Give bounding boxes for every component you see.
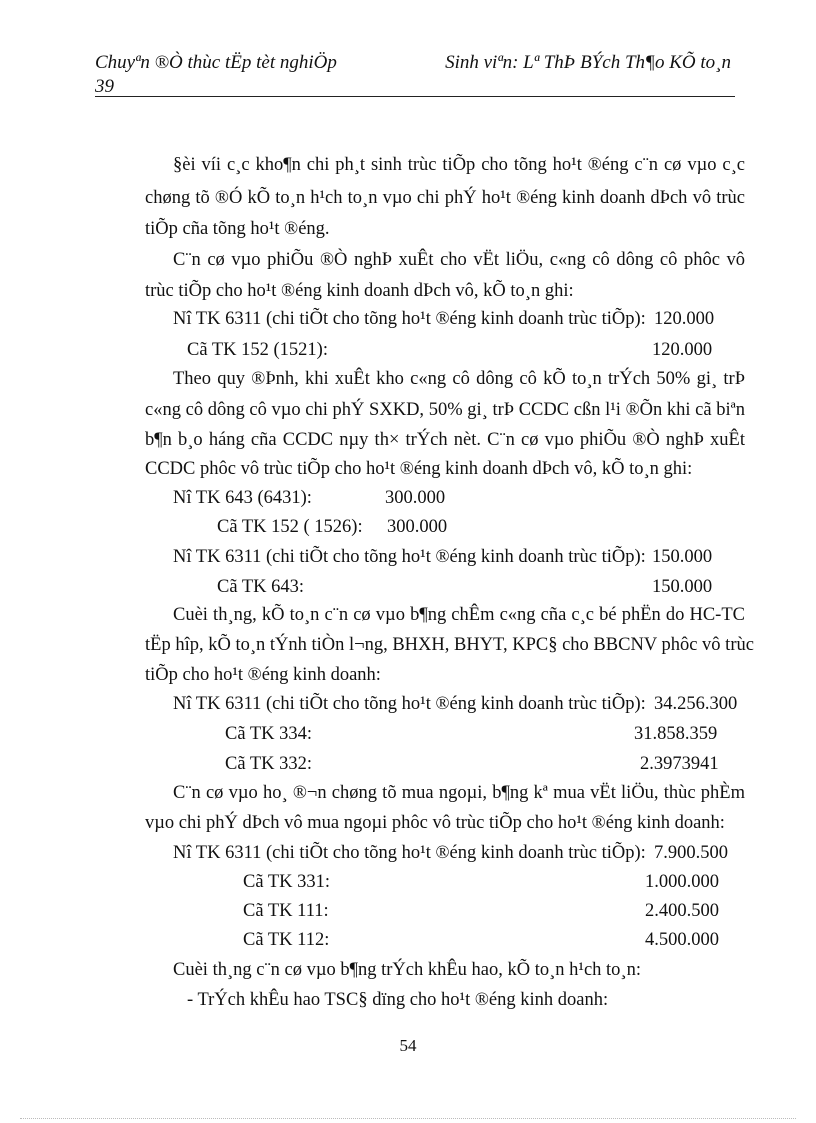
credit-entry: Cã TK 331: [243,872,331,892]
debit-entry: Nî TK 6311 (chi tiÕt cho tõng ho¹t ®éng kinh doanh trùc tiÕp): [173,309,646,329]
paragraph-line: Cuèi th¸ng, kÕ to¸n c¨n cø vµo b¶ng chÊm c«ng cña c¸c bé phËn do HC-TC [173,605,745,625]
header-number: 39 [95,76,114,97]
paragraph-line: tiÕp cho ho¹t ®éng kinh doanh: [145,665,381,685]
page-number: 54 [399,1036,417,1055]
header-author: Sinh viªn: Lª ThÞ BÝch Th¶o KÕ to¸n [445,52,731,73]
debit-amount: 300.000 [385,488,446,508]
header-title: Chuyªn ®Ò thùc tËp tèt nghiÖp [95,52,337,73]
paragraph-line: - TrÝch khÊu hao TSC§ dïng cho ho¹t ®éng kinh doanh: [187,990,609,1010]
paragraph-line: CCDC phôc vô trùc tiÕp cho ho¹t ®éng kinh doanh dÞch vô, kÕ to¸n ghi: [145,459,693,479]
debit-amount: 34.256.300 [654,694,738,714]
paragraph-line: chøng tõ ®Ó kÕ to¸n h¹ch to¸n vµo chi phÝ ho¹t ®éng kinh doanh dÞch vô trùc [145,188,745,208]
paragraph-line: tiÕp cña tõng ho¹t ®éng. [145,219,330,239]
page-bottom-divider [20,1118,796,1119]
debit-entry: Nî TK 6311 (chi tiÕt cho tõng ho¹t ®éng kinh doanh trùc tiÕp): [173,694,646,714]
debit-entry: Nî TK 6311 (chi tiÕt cho tõng ho¹t ®éng kinh doanh trùc tiÕp): [173,843,646,863]
credit-amount: 300.000 [387,517,448,537]
debit-amount: 7.900.500 [654,843,728,863]
header-divider [95,96,735,97]
credit-entry: Cã TK 334: [225,724,313,744]
debit-amount: 150.000 [652,547,713,567]
debit-entry: Nî TK 643 (6431): [173,488,312,508]
paragraph-line: trùc tiÕp cho ho¹t ®éng kinh doanh dÞch vô, kÕ to¸n ghi: [145,281,574,301]
debit-entry: Nî TK 6311 (chi tiÕt cho tõng ho¹t ®éng kinh doanh trùc tiÕp): [173,547,646,567]
credit-amount: 4.500.000 [645,930,719,950]
credit-entry: Cã TK 643: [217,577,305,597]
paragraph-line: c«ng cô dông cô vµo chi phÝ SXKD, 50% gi¸ trÞ CCDC cßn l¹i ®Õn khi cã biªn [145,400,745,420]
credit-amount: 2.400.500 [645,901,719,921]
paragraph-line: §èi víi c¸c kho¶n chi ph¸t sinh trùc tiÕp cho tõng ho¹t ®éng c¨n cø vµo c¸c [173,155,745,175]
credit-entry: Cã TK 332: [225,754,313,774]
credit-entry: Cã TK 152 (1521): [187,340,328,360]
credit-entry: Cã TK 111: [243,901,329,921]
credit-amount: 2.3973941 [640,754,719,774]
paragraph-line: C¨n cø vµo ho¸ ®¬n chøng tõ mua ngoµi, b¶ng kª mua vËt liÖu, thùc phÈm [173,783,745,803]
paragraph-line: b¶n b¸o háng cña CCDC nµy th× trÝch nèt. C¨n cø vµo phiÕu ®Ò nghÞ xuÊt [145,430,745,450]
credit-amount: 1.000.000 [645,872,719,892]
paragraph-line: tËp hîp, kÕ to¸n tÝnh tiÒn l¬ng, BHXH, BHYT, KPC§ cho BBCNV phôc vô trùc [145,635,754,655]
paragraph-line: vµo chi phÝ dÞch vô mua ngoµi phôc vô trùc tiÕp cho ho¹t ®éng kinh doanh: [145,813,725,833]
credit-amount: 150.000 [652,577,713,597]
paragraph-line: Theo quy ®Þnh, khi xuÊt kho c«ng cô dông cô kÕ to¸n trÝch 50% gi¸ trÞ [173,369,745,389]
credit-amount: 31.858.359 [634,724,718,744]
credit-amount: 120.000 [652,340,713,360]
paragraph-line: Cuèi th¸ng c¨n cø vµo b¶ng trÝch khÊu hao, kÕ to¸n h¹ch to¸n: [173,960,641,980]
credit-entry: Cã TK 112: [243,930,330,950]
debit-amount: 120.000 [654,309,715,329]
credit-entry: Cã TK 152 ( 1526): [217,517,363,537]
paragraph-line: C¨n cø vµo phiÕu ®Ò nghÞ xuÊt cho vËt liÖu, c«ng cô dông cô phôc vô [173,250,745,270]
